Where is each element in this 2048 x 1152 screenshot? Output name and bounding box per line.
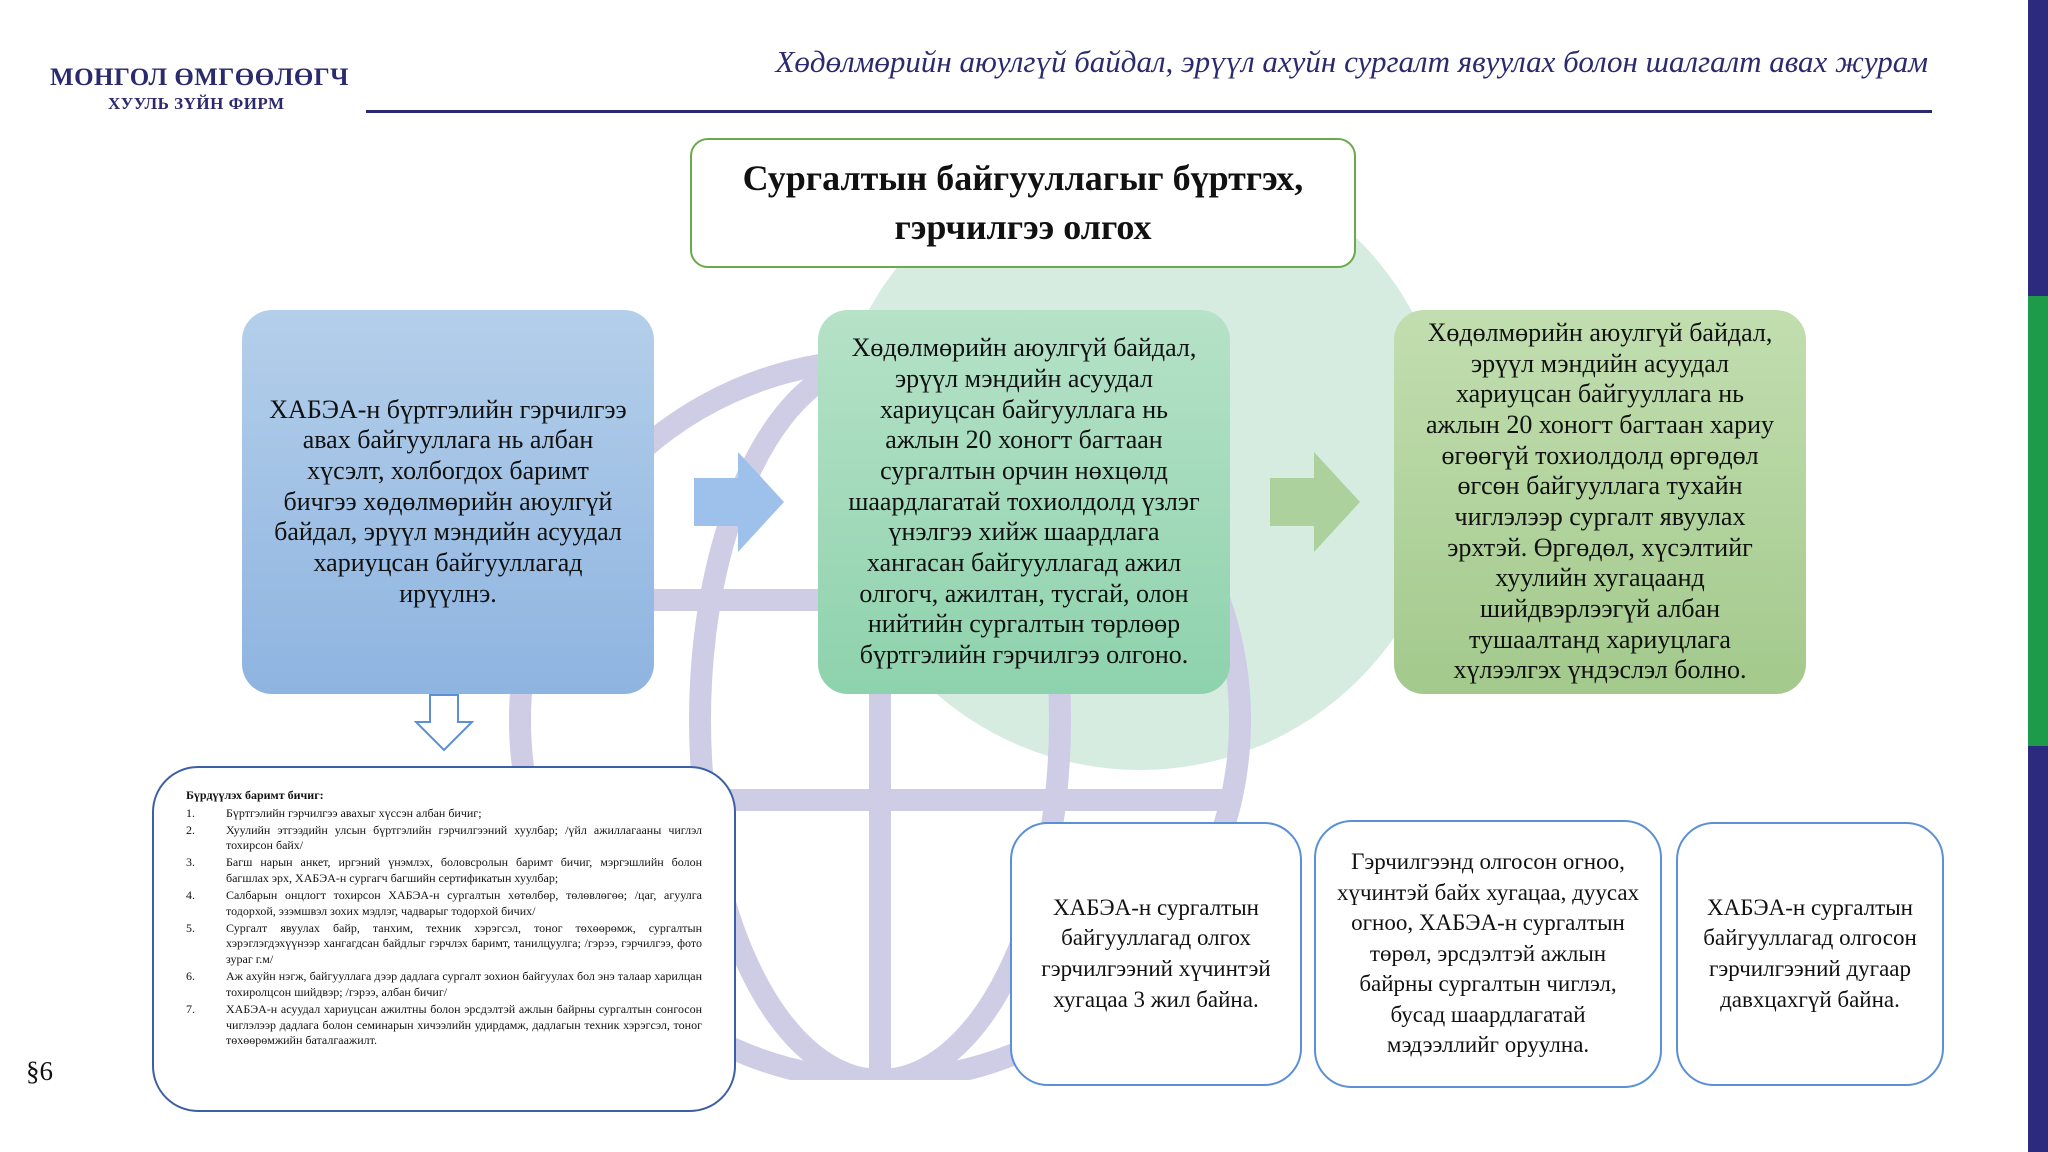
list-item: 4. Салбарын онцлогт тохирсон ХАБЭА-н сургалтын хөтөлбөр, төлөвлөгөө; /цаг, агуулга тодорхой, эзэмшвэл зохих мэдлэг, чадварыг тодорхой бичих/ [186,887,702,918]
flow-step-1: ХАБЭА-н бүртгэлийн гэрчилгээ авах байгууллага нь албан хүсэлт, холбогдох баримт бичгээ хөдөлмөрийн аюулгүй байдал, эрүүл мэндийн асуудал хариуцсан байгууллагад ирүүлнэ. [242,310,654,694]
logo-subtitle: ХУУЛЬ ЗҮЙН ФИРМ [108,94,285,113]
list-item: 3. Багш нарын анкет, иргэний үнэмлэх, боловсролын баримт бичиг, мэргэшлийн болон багшлах эрх, ХАБЭА-н сургагч багшийн сертификатын хуулбар; [186,855,702,886]
list-item: 2. Хуулийн этгээдийн улсын бүртгэлийн гэрчилгээний хуулбар; /үйл ажиллагааны чиглэл тохирсон байх/ [186,822,702,853]
logo-name: МОНГОЛ ӨМГӨӨЛӨГЧ [50,64,350,91]
page-number: §6 [26,1056,53,1086]
list-item: 5. Сургалт явуулах байр, танхим, техник хэрэгсэл, тоног төхөөрөмж, сургалтын хэрэглэгдэхүүнээр хангагдсан байдлыг гэрчлэх баримт, танилцуулга; /гэрээ, гэрчилгээ, фото зураг г.м/ [186,920,702,967]
documents-list [186,806,702,1049]
arrow-right-icon [1270,452,1360,552]
info-unique-number-box: ХАБЭА-н сургалтын байгууллагад олгосон гэрчилгээний дугаар давхцахгүй байна. [1676,822,1944,1086]
flow-step-3: Хөдөлмөрийн аюулгүй байдал, эрүүл мэндийн асуудал хариуцсан байгууллага нь ажлын 20 хоногт багтаан хариу өгөөгүй тохиолдолд өргөдөл өгсөн байгууллага тухайн чиглэлээр сургалт явуулах эрхтэй. Өргөдөл, хүсэлтийг хуулийн хугацаанд шийдвэрлээгүй албан тушаалтанд хариуцлага хүлээлгэх үндэслэл болно. [1394,310,1806,694]
edge-bar-middle [2028,296,2048,746]
documents-title: Бүрдүүлэх баримт бичиг: [186,788,324,802]
info-certificate-content-box: Гэрчилгээнд олгосон огноо, хүчинтэй байх хугацаа, дуусах огноо, ХАБЭА-н сургалтын төрөл, эрсдэлтэй ажлын байрны сургалтын чиглэл, бусад шаардлагатай мэдээллийг оруулна. [1314,820,1662,1088]
edge-bar-bottom [2028,746,2048,1152]
list-item: 1. Бүртгэлийн гэрчилгээ авахыг хүссэн албан бичиг; [186,805,482,820]
edge-bar-top [2028,0,2048,296]
flow-step-2: Хөдөлмөрийн аюулгүй байдал, эрүүл мэндийн асуудал хариуцсан байгууллага нь ажлын 20 хоногт багтаан сургалтын орчин нөхцөлд шаардлагатай тохиолдолд үзлэг үнэлгээ хийж шаардлага хангасан байгууллагад ажил олгогч, ажилтан, тусгай, олон нийтийн сургалтын төрлөөр бүртгэлийн гэрчилгээ олгоно. [818,310,1230,694]
list-item: 7. ХАБЭА-н асуудал хариуцсан ажилтны болон эрсдэлтэй ажлын байрны сургалтын сонгосон чиглэлээр дадлага болон семинарын хичээлийн удирдамж, дадлагын техник хэрэгсэл, тоног төхөөрөмжийн баталгаажилт. [186,1001,702,1048]
arrow-right-icon [694,452,784,552]
arrow-down-icon [414,694,474,752]
required-documents-box [152,766,736,1112]
main-title-box: Сургалтын байгууллагыг бүртгэх, гэрчилгээ олгох [690,138,1356,268]
slide-header-title: Хөдөлмөрийн аюулгүй байдал, эрүүл ахуйн сургалт явуулах болон шалгалт авах журам [775,44,1928,79]
header-divider [366,110,1932,113]
list-item: 6. Аж ахуйн нэгж, байгууллага дээр дадлага сургалт зохион байгуулах бол энэ талаар харилцан тохиролцсон шийдвэр; /гэрээ, албан бичиг/ [186,969,702,999]
info-validity-box: ХАБЭА-н сургалтын байгууллагад олгох гэрчилгээний хүчинтэй хугацаа 3 жил байна. [1010,822,1302,1086]
